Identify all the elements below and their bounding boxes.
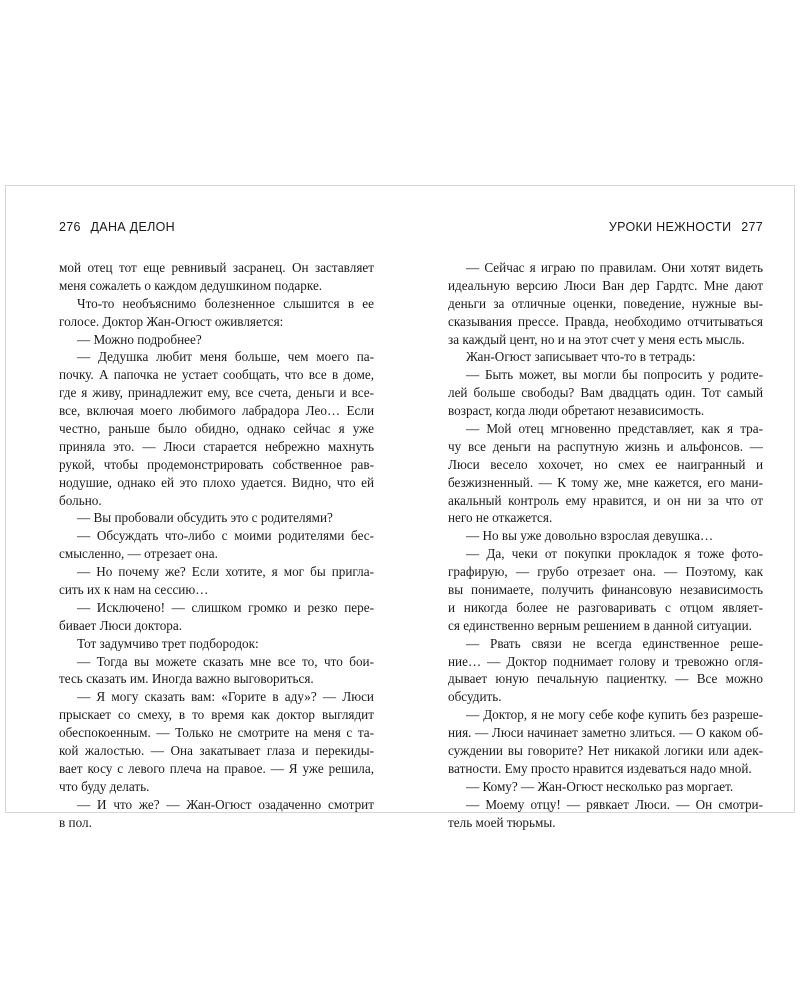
running-head-book-title: УРОКИ НЕЖНОСТИ <box>608 220 732 234</box>
text-line: сказывания прессе. Правда, необходимо отчитываться <box>448 313 763 329</box>
text-line: почку. А папочка не устает сообщать, что все в доме, <box>59 367 374 383</box>
text-line: — Мой отец мгновенно представляет, как я тра- <box>466 421 763 437</box>
text-line: идеальную версию Люси Ван дер Гардтс. Мне дают <box>448 277 763 293</box>
text-line: ния. — Люси начинает заметно злиться. — О каком об- <box>448 725 763 741</box>
text-line: — Исключено! — слишком громко и резко пере- <box>77 599 374 615</box>
left-page-text <box>59 259 374 832</box>
text-line: Люси весело хохочет, но смех ее наигранный и <box>448 456 763 472</box>
text-line: голосе. Доктор Жан-Огюст оживляется: <box>59 313 284 329</box>
left-page <box>59 186 374 830</box>
text-line: акальный контроль ему нравится, и он ни за что от <box>448 492 763 508</box>
text-line: кой жалостью. — Она закатывает глаза и перекиды- <box>59 743 374 759</box>
page-number-left: 276 <box>59 220 81 234</box>
text-line: суждении вы говорите? Нет никакой логики или адек- <box>448 743 763 759</box>
text-line: тель моей тюрьмы. <box>448 814 556 830</box>
text-line: ватности. Ему просто нравится издеваться надо мной. <box>448 760 752 776</box>
text-line: — Быть может, вы могли бы попросить у родите- <box>466 367 763 383</box>
right-page <box>448 186 763 830</box>
text-line: — Тогда вы можете сказать мне все то, что бои- <box>77 653 374 669</box>
text-line: обеспокоенным. — Только не смотрите на меня с та- <box>59 725 374 741</box>
right-page-text <box>448 259 763 832</box>
text-line: и никогда более не разговаривать с отцом являет- <box>448 599 763 615</box>
text-line: возраст, когда люди обретают независимость. <box>448 403 705 419</box>
text-line: честно, раньше было обидно, однако сейчас я уже <box>59 421 374 437</box>
text-line: где я живу, принадлежит ему, все счета, деньги и все- <box>59 385 374 401</box>
text-line: — Но вы уже довольно взрослая девушка… <box>466 528 714 544</box>
text-line: — Я могу сказать вам: «Горите в аду»? — Люси <box>77 689 374 705</box>
text-line: — Моему отцу! — рявкает Люси. — Он смотри- <box>466 796 763 812</box>
text-line: бивает Люси доктора. <box>59 617 183 633</box>
text-line: — Доктор, я не могу себе кофе купить без разреше- <box>466 707 763 723</box>
text-line: смысленно, — отрезает она. <box>59 546 218 562</box>
text-line: вы понимаете, получить финансовую независимость <box>448 582 763 598</box>
text-line: Что-то необъяснимо болезненное слышится в ее <box>77 295 374 311</box>
text-line: Тот задумчиво трет подбородок: <box>77 635 259 651</box>
text-line: вает косу с левого плеча на правое. — Я уже решила, <box>59 760 374 776</box>
text-line: в пол. <box>59 814 92 830</box>
text-line: деньги за отличные оценки, поведение, нужные вы- <box>448 295 763 311</box>
text-line: прыскает со смеху, в то время как доктор выглядит <box>59 707 374 723</box>
text-line: него не откажется. <box>448 510 553 526</box>
text-line: — Сейчас я играю по правилам. Они хотят видеть <box>466 260 763 275</box>
text-line: что буду делать. <box>59 778 150 794</box>
text-line: — Но почему же? Если хотите, я мог бы пригла- <box>77 564 374 580</box>
book-spread <box>5 185 795 830</box>
text-line: — Вы пробовали обсудить это с родителями? <box>77 510 333 526</box>
text-line: чу все деньги на распутную жизнь и альфонсов. — <box>448 438 763 454</box>
text-line: тесь сказать им. Иногда важно выговориться. <box>59 671 314 687</box>
text-line: — Можно подробнее? <box>77 331 202 347</box>
running-head-author: ДАНА ДЕЛОН <box>90 220 175 234</box>
text-line: — И что же? — Жан-Огюст озадаченно смотрит <box>77 796 374 812</box>
text-line: ся единственно верным решением в данной ситуации. <box>448 617 752 633</box>
left-page-header <box>59 220 374 234</box>
text-line: — Обсуждать что-либо с моими родителями бес- <box>77 528 374 544</box>
text-line: — Кому? — Жан-Огюст несколько раз моргает. <box>466 778 734 794</box>
text-line: лей больше свободы? Вам двадцать один. Тот самый <box>448 385 763 401</box>
text-line: графирую, — грубо отрезает она. — Поэтому, как <box>448 564 763 580</box>
text-line: мой отец тот еще ревнивый засранец. Он заставляет <box>59 260 374 275</box>
text-line: рукой, чтобы продемонстрировать собственное рав- <box>59 456 374 472</box>
text-line: — Да, чеки от покупки прокладок я тоже фото- <box>466 546 763 562</box>
text-line: нодушие, однако ей это плохо удается. Видно, что ей <box>59 474 374 490</box>
text-line: меня сожалеть о каждом дедушкином подарке. <box>59 277 323 293</box>
text-line: — Рвать связи не всегда единственное реше- <box>466 635 763 651</box>
text-line: безжизненный. — К тому же, мне кажется, его мани- <box>448 474 763 490</box>
text-line: Жан-Огюст записывает что-то в тетрадь: <box>466 349 696 365</box>
text-line: обсудить. <box>448 689 502 705</box>
right-page-header <box>448 220 763 234</box>
text-line: — Дедушка любит меня больше, чем моего па- <box>77 349 374 365</box>
text-line: больно. <box>59 492 102 508</box>
text-line: за каждый цент, но и на этот счет у меня есть мысль. <box>448 331 745 347</box>
text-line: сить их к нам на сессию… <box>59 582 209 598</box>
text-line: приняла это. — Люси старается небрежно махнуть <box>59 438 374 454</box>
text-line: ние… — Доктор поднимает голову и тревожно огля- <box>448 653 763 669</box>
text-line: все, включая моего любимого лабрадора Лео… Если <box>59 403 374 419</box>
page-number-right: 277 <box>741 220 763 234</box>
text-line: дывает юную печальную пациентку. — Все можно <box>448 671 763 687</box>
